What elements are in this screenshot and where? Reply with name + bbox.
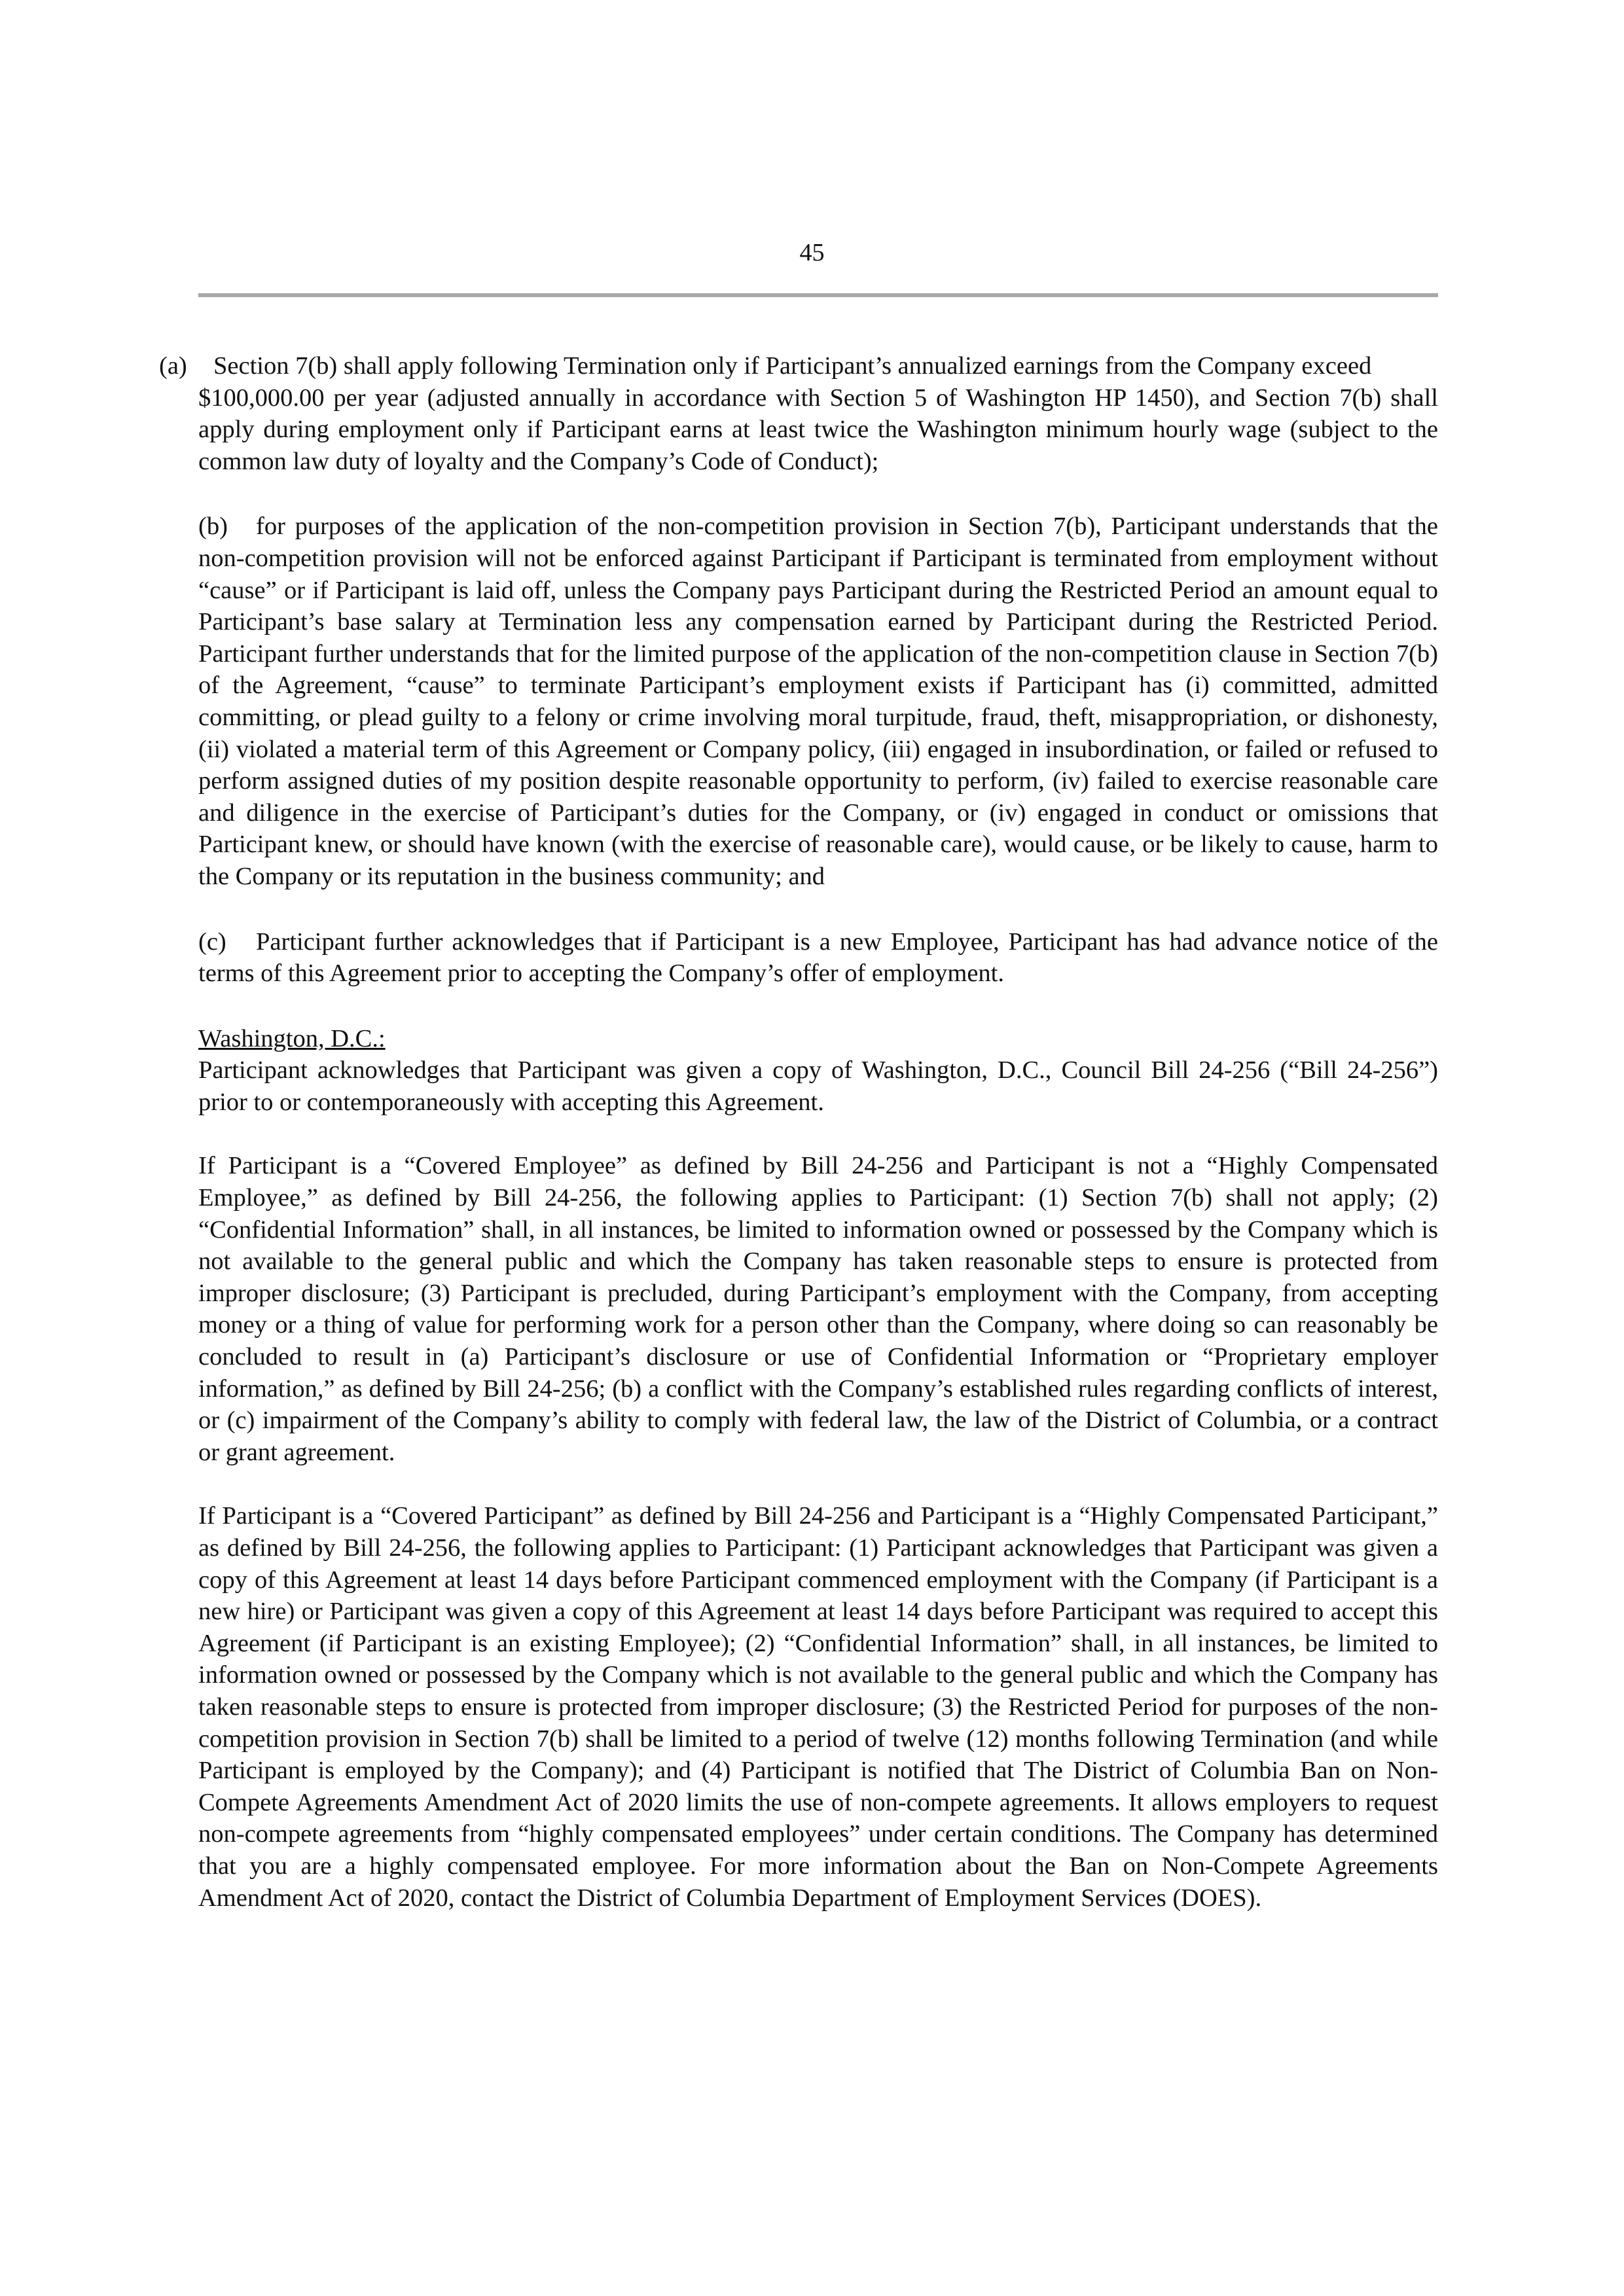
header-divider [198, 293, 1438, 297]
document-body [159, 350, 1438, 1914]
clause-b-label: (b) [198, 512, 228, 541]
clause-a [159, 350, 1438, 477]
dc-highly-compensated-paragraph: If Participant is a “Covered Participant” as defined by Bill 24-256 and Participant is a “Highly Compensated Participant,” as defined by Bill 24-256, the following applies to Participant: (1) Participant acknowledges that Participant was given a copy of this Agreement at least 14 days before Participant commenced employment with the Company (if Participant is a new hire) or Participant was given a copy of this Agreement at least 14 days before Participant was required to accept this Agreement (if Participant is an existing Employee); (2) “Confidential Information” shall, in all instances, be limited to information owned or possessed by the Company which is not available to the general public and which the Company has taken reasonable steps to ensure is protected from improper disclosure; (3) the Restricted Period for purposes of the non-competition provision in Section 7(b) shall be limited to a period of twelve (12) months following Termination (and while Participant is employed by the Company); and (4) Participant is notified that The District of Columbia Ban on Non-Compete Agreements Amendment Act of 2020 limits the use of non-compete agreements. It allows employers to request non-compete agreements from “highly compensated employees” under certain conditions. The Company has determined that you are a highly compensated employee. For more information about the Ban on Non-Compete Agreements Amendment Act of 2020, contact the District of Columbia Department of Employment Services (DOES). [198, 1502, 1438, 1912]
dc-heading [198, 1023, 1438, 1055]
clause-c-label: (c) [198, 927, 226, 956]
clause-a-text-first: Section 7(b) shall apply following Termination only if Participant’s annualized earnings from the Company exceed [213, 352, 1372, 380]
clause-a-label: (a) [159, 352, 187, 380]
page-number: 45 [799, 239, 825, 266]
clause-b [198, 511, 1438, 892]
dc-intro: Participant acknowledges that Participant was given a copy of Washington, D.C., Council Bill 24-256 (“Bill 24-256”) prior to or contemporaneously with accepting this Agreement. [198, 1056, 1438, 1116]
dc-heading-text: Washington, D.C.: [198, 1024, 386, 1052]
clause-a-text-rest: $100,000.00 per year (adjusted annually in accordance with Section 5 of Washington HP 1450), and Section 7(b) shall apply during employment only if Participant earns at least twice the Washington minimum hourly wage (subject to the common law duty of loyalty and the Company’s Code of Conduct); [198, 384, 1438, 475]
clause-c-text: Participant further acknowledges that if Participant is a new Employee, Participant has had advance notice of the terms of this Agreement prior to accepting the Company’s offer of employment. [198, 927, 1438, 988]
clause-b-text: for purposes of the application of the non-competition provision in Section 7(b), Participant understands that the non-competition provision will not be enforced against Participant if Participant is terminated from employment without “cause” or if Participant is laid off, unless the Company pays Participant during the Restricted Period an amount equal to Participant’s base salary at Termination less any compensation earned by Participant during the Restricted Period. Participant further understands that for the limited purpose of the application of the non-competition clause in Section 7(b) of the Agreement, “cause” to terminate Participant’s employment exists if Participant has (i) committed, admitted committing, or plead guilty to a felony or crime involving moral turpitude, fraud, theft, misappropriation, or dishonesty, (ii) violated a material term of this Agreement or Company policy, (iii) engaged in insubordination, or failed or refused to perform assigned duties of my position despite reasonable opportunity to perform, (iv) failed to exercise reasonable care and diligence in the exercise of Participant’s duties for the Company, or (iv) engaged in conduct or omissions that Participant knew, or should have known (with the exercise of reasonable care), would cause, or be likely to cause, harm to the Company or its reputation in the business community; and [198, 512, 1438, 890]
clause-c [198, 926, 1438, 990]
dc-not-highly-compensated-paragraph: If Participant is a “Covered Employee” as defined by Bill 24-256 and Participant is not a “Highly Compensated Employee,” as defined by Bill 24-256, the following applies to Participant: (1) Section 7(b) shall not apply; (2) “Confidential Information” shall, in all instances, be limited to information owned or possessed by the Company which is not available to the general public and which the Company has taken reasonable steps to ensure is protected from improper disclosure; (3) Participant is precluded, during Participant’s employment with the Company, from accepting money or a thing of value for performing work for a person other than the Company, where doing so can reasonably be concluded to result in (a) Participant’s disclosure or use of Confidential Information or “Proprietary employer information,” as defined by Bill 24-256; (b) a conflict with the Company’s established rules regarding conflicts of interest, or (c) impairment of the Company’s ability to comply with federal law, the law of the District of Columbia, or a contract or grant agreement. [198, 1152, 1438, 1466]
